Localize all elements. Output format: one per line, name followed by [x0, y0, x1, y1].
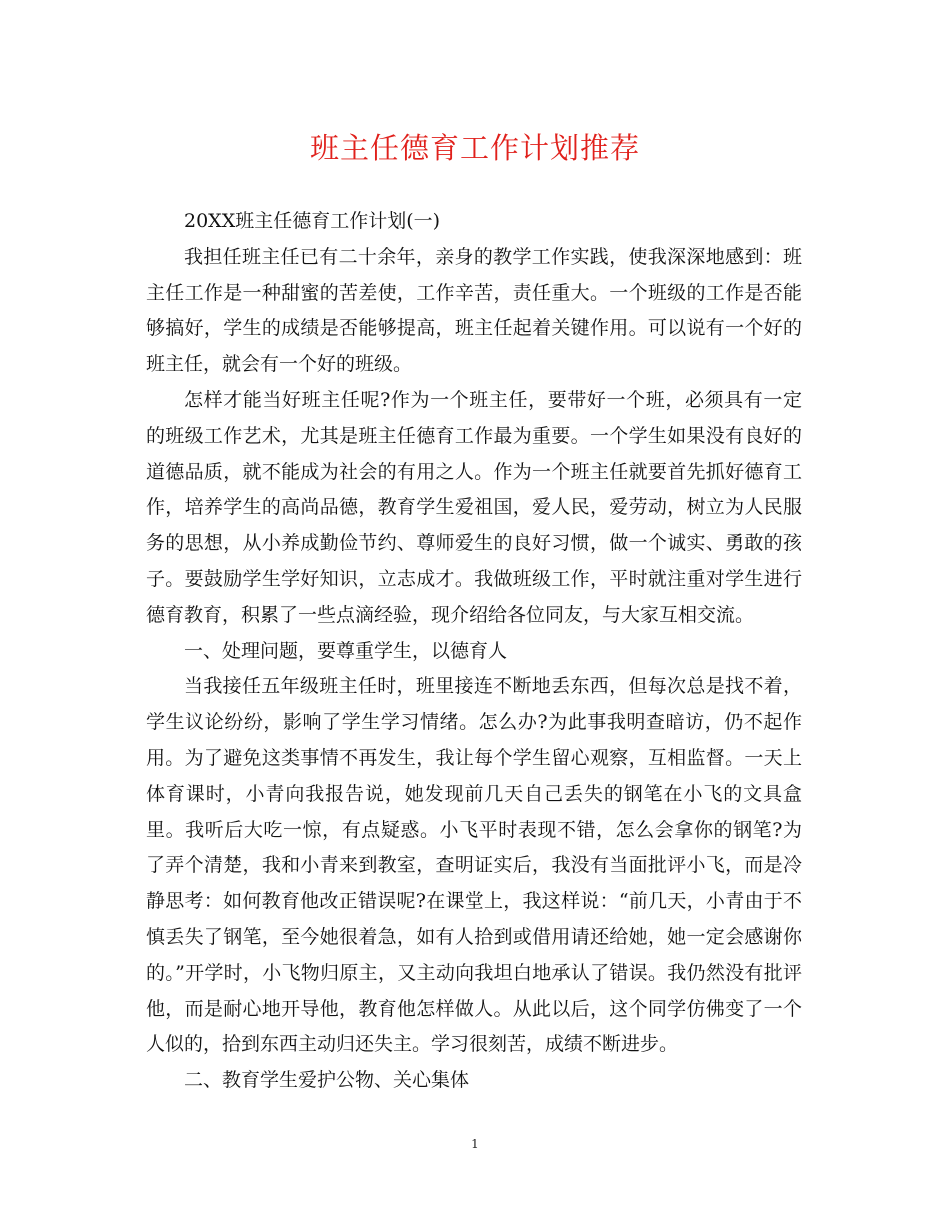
- document-title: 班主任德育工作计划推荐: [309, 131, 640, 165]
- body-paragraph: 当我接任五年级班主任时，班里接连不断地丢东西，但每次总是找不着，学生议论纷纷，影响了学生学习情绪。怎么办?为此事我明查暗访，仍不起作用。为了避免这类事情不再发生，我让每个学生留心观察，互相监督。一天上体育课时，小青向我报告说，她发现前几天自己丢失的钢笔在小飞的文具盒里。我听后大吃一惊，有点疑惑。小飞平时表现不错，怎么会拿你的钢笔?为了弄个清楚，我和小青来到教室，查明证实后，我没有当面批评小飞，而是冷静思考：如何教育他改正错误呢?在课堂上，我这样说：“前几天，小青由于不慎丢失了钢笔，至今她很着急，如有人拾到或借用请还给她，她一定会感谢你的。”开学时，小飞物归原主，又主动向我坦白地承认了错误。我仍然没有批评他，而是耐心地开导他，教育他怎样做人。从此以后，这个同学仿佛变了一个人似的，拾到东西主动归还失主。学习很刻苦，成绩不断进步。: [146, 675, 802, 1056]
- page-number: 1: [471, 1137, 479, 1151]
- body-paragraph: 我担任班主任已有二十余年，亲身的教学工作实践，使我深深地感到：班主任工作是一种甜蜜的苦差使，工作辛苦，责任重大。一个班级的工作是否能够搞好，学生的成绩是否能够提高，班主任起着关键作用。可以说有一个好的班主任，就会有一个好的班级。: [146, 245, 802, 376]
- section-subtitle: 20XX班主任德育工作计划(一): [184, 210, 441, 232]
- section-heading: 二、教育学生爱护公物、关心集体: [184, 1069, 470, 1092]
- section-heading: 一、处理问题，要尊重学生，以德育人: [184, 639, 508, 662]
- document-body: [146, 204, 802, 1099]
- body-paragraph: 怎样才能当好班主任呢?作为一个班主任，要带好一个班，必须具有一定的班级工作艺术，尤其是班主任德育工作最为重要。一个学生如果没有良好的道德品质，就不能成为社会的有用之人。作为一个班主任就要首先抓好德育工作，培养学生的高尚品德，教育学生爱祖国，爱人民，爱劳动，树立为人民服务的思想，从小养成勤俭节约、尊师爱生的良好习惯，做一个诚实、勇敢的孩子。要鼓励学生学好知识，立志成才。我做班级工作，平时就注重对学生进行德育教育，积累了一些点滴经验，现介绍给各位同友，与大家互相交流。: [146, 388, 802, 626]
